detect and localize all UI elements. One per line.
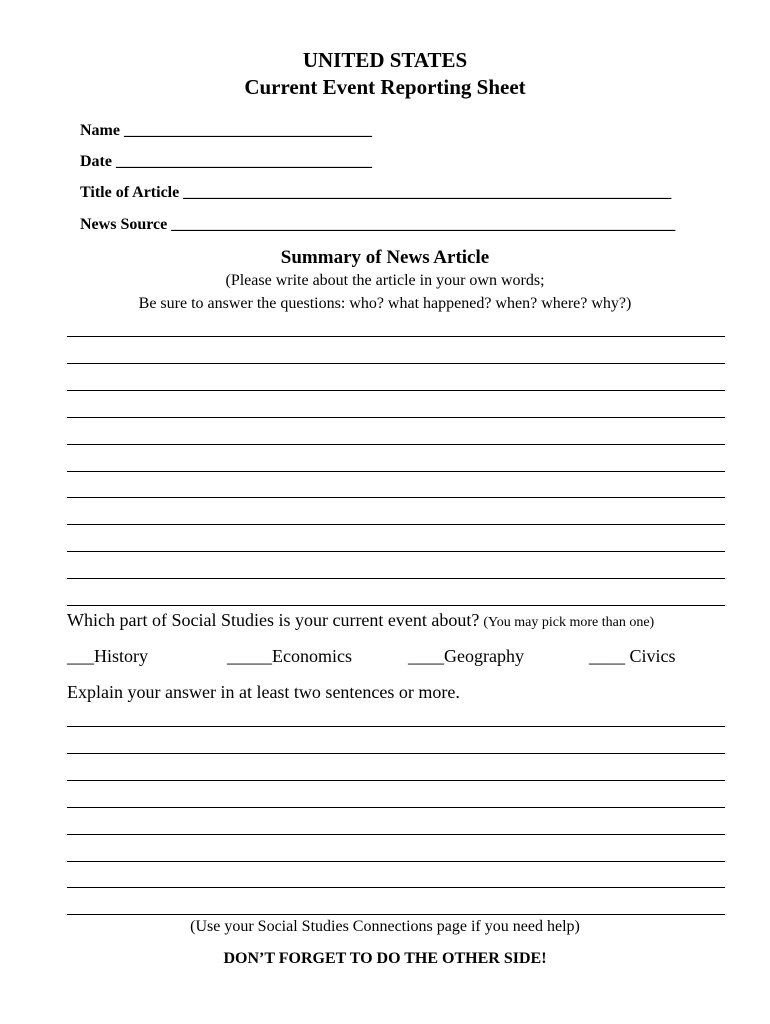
help-note: (Use your Social Studies Connections page if you need help) [190,918,580,935]
summary-writing-line[interactable] [67,578,725,579]
explain-writing-line[interactable] [67,807,725,808]
summary-writing-line[interactable] [67,524,725,525]
summary-writing-line[interactable] [67,417,725,418]
option-civics[interactable]: ____ Civics [589,646,676,666]
summary-instruction-line2: Be sure to answer the questions: who? what happened? when? where? why?) [138,295,632,312]
option-history[interactable]: ___History [67,646,148,666]
other-side-reminder: DON’T FORGET TO DO THE OTHER SIDE! [223,950,547,967]
page-title: UNITED STATES [302,48,468,72]
social-studies-question [67,610,654,631]
explain-writing-line[interactable] [67,780,725,781]
summary-writing-line[interactable] [67,551,725,552]
question-note: (You may pick more than one) [483,615,655,630]
summary-writing-line[interactable] [67,390,725,391]
explain-prompt: Explain your answer in at least two sentences or more. [67,682,460,702]
summary-writing-line[interactable] [67,336,725,337]
question-text: Which part of Social Studies is your current event about? [67,610,480,630]
page-subtitle: Current Event Reporting Sheet [244,75,526,99]
summary-heading: Summary of News Article [280,247,490,268]
summary-writing-line[interactable] [67,497,725,498]
news-source-field[interactable]: News Source _______________________________________________________________ [80,216,676,233]
name-field[interactable]: Name _______________________________ [80,122,372,139]
explain-writing-line[interactable] [67,753,725,754]
option-economics[interactable]: _____Economics [227,646,352,666]
explain-writing-line[interactable] [67,834,725,835]
explain-writing-line[interactable] [67,861,725,862]
summary-writing-line[interactable] [67,444,725,445]
explain-writing-line[interactable] [67,914,725,915]
summary-writing-line[interactable] [67,363,725,364]
summary-writing-line[interactable] [67,471,725,472]
summary-writing-line[interactable] [67,605,725,606]
title-of-article-field[interactable]: Title of Article _____________________________________________________________ [80,184,672,201]
option-geography[interactable]: ____Geography [408,646,524,666]
explain-writing-line[interactable] [67,887,725,888]
date-field[interactable]: Date ________________________________ [80,153,372,170]
summary-instruction-line1: (Please write about the article in your own words; [225,272,545,289]
explain-writing-line[interactable] [67,726,725,727]
